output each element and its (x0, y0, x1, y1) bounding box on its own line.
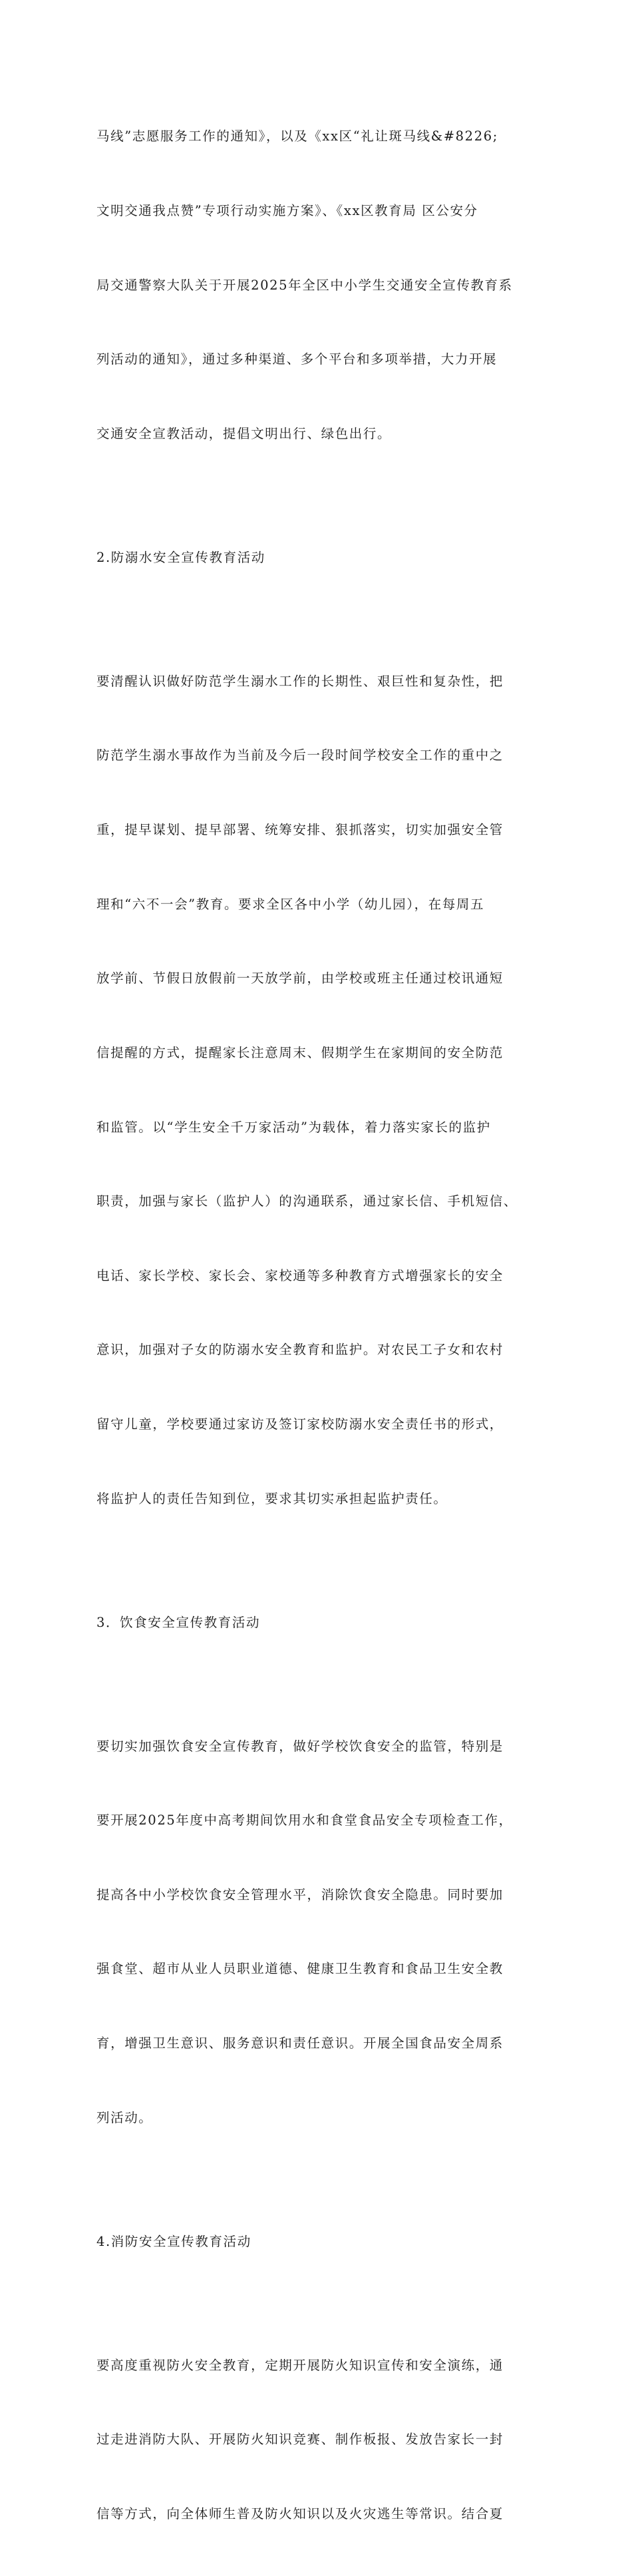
section-heading-drowning-prevention (96, 495, 555, 619)
text-line: 重，提早谋划、提早部署、统筹安排、狠抓落实，切实加强安全管 (96, 822, 504, 838)
paragraph-drowning-prevention (96, 619, 555, 1560)
section-heading-food-safety (96, 1560, 555, 1684)
text-line: 信提醒的方式，提醒家长注意周末、假期学生在家期间的安全防范 (96, 1044, 504, 1060)
heading-text: 4.消防安全宣传教育活动 (96, 2233, 251, 2249)
text-line: 提高各中小学校饮食安全管理水平，消除饮食安全隐患。同时要加 (96, 1886, 504, 1902)
text-line: 放学前、节假日放假前一天放学前，由学校或班主任通过校讯通短 (96, 970, 504, 986)
text-line: 强食堂、超市从业人员职业道德、健康卫生教育和食品卫生安全教 (96, 1961, 504, 1977)
heading-text: 3．饮食安全宣传教育活动 (96, 1614, 261, 1630)
text-line: 要开展2025年度中高考期间饮用水和食堂食品安全专项检查工作， (96, 1813, 513, 1828)
text-line: 列活动的通知》，通过多种渠道、多个平台和多项举措，大力开展 (96, 351, 498, 367)
text-line: 信等方式，向全体师生普及防火知识以及火灾逃生等常识。结合夏 (96, 2505, 504, 2521)
text-line: 交通安全宣教活动，提倡文明出行、绿色出行。 (96, 425, 392, 441)
paragraph-food-safety (96, 1684, 555, 2179)
paragraph-fire-safety (96, 2303, 555, 2575)
text-line: 将监护人的责任告知到位，要求其切实承担起监护责任。 (96, 1490, 448, 1506)
document-page (96, 75, 555, 2576)
text-line: 要切实加强饮食安全宣传教育，做好学校饮食安全的监管，特别是 (96, 1738, 504, 1754)
text-line: 育，增强卫生意识、服务意识和责任意识。开展全国食品安全周系 (96, 2036, 504, 2051)
text-line: 电话、家长学校、家长会、家校通等多种教育方式增强家长的安全 (96, 1267, 504, 1283)
section-heading-fire-safety (96, 2179, 555, 2303)
text-line: 要清醒认识做好防范学生溺水工作的长期性、艰巨性和复杂性，把 (96, 673, 504, 689)
paragraph-traffic-safety-continued (96, 75, 555, 495)
text-line: 要高度重视防火安全教育，定期开展防火知识宣传和安全演练，通 (96, 2357, 504, 2373)
text-line: 职责，加强与家长（监护人）的沟通联系，通过家长信、手机短信、 (96, 1193, 518, 1209)
text-line: 列活动。 (96, 2109, 153, 2125)
text-line: 意识，加强对子女的防溺水安全教育和监护。对农民工子女和农村 (96, 1342, 504, 1358)
text-line: 文明交通我点赞”专项行动实施方案》、《xx区教育局 区公安分 (96, 203, 478, 219)
text-line: 过走进消防大队、开展防火知识竞赛、制作板报、发放告家长一封 (96, 2432, 504, 2448)
text-line: 马线”志愿服务工作的通知》，以及《xx区“礼让斑马线&#8226; (96, 128, 498, 144)
heading-text: 2.防溺水安全宣传教育活动 (96, 549, 265, 565)
text-line: 留守儿童，学校要通过家访及签订家校防溺水安全责任书的形式， (96, 1416, 504, 1432)
text-line: 和监管。以“学生安全千万家活动”为载体，着力落实家长的监护 (96, 1119, 491, 1135)
text-line: 理和“六不一会”教育。要求全区各中小学（幼儿园），在每周五 (96, 896, 485, 912)
text-line: 防范学生溺水事故作为当前及今后一段时间学校安全工作的重中之 (96, 748, 504, 763)
text-line: 局交通警察大队关于开展2025年全区中小学生交通安全宣传教育系 (96, 277, 513, 293)
